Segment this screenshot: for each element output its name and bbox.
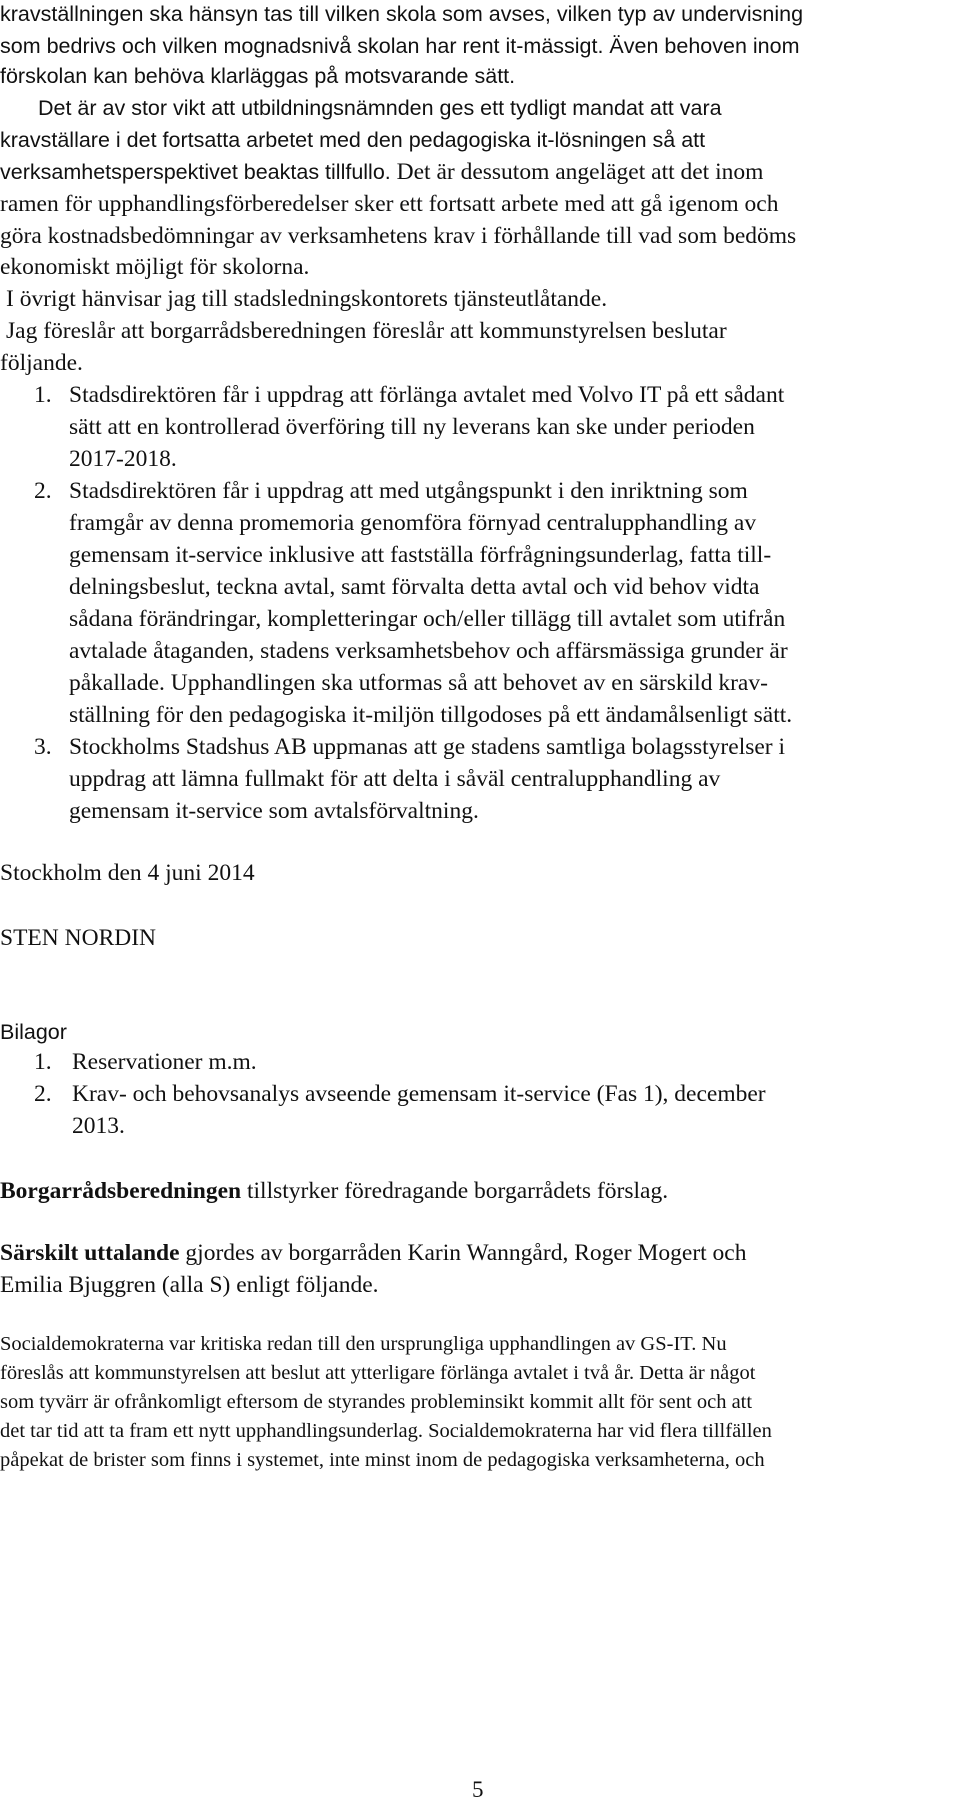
statement-line: som tyvärr är ofrånkomligt eftersom de styrandes probleminsikt kommit allt för sent och att bbox=[0, 1391, 753, 1413]
body-line: Jag föreslår att borgarrådsberedningen föreslår att kommunstyrelsen beslutar bbox=[6, 318, 727, 344]
proposal-line: påkallade. Upphandlingen ska utformas så att behovet av en särskild krav- bbox=[69, 670, 768, 696]
place-date: Stockholm den 4 juni 2014 bbox=[0, 860, 255, 886]
attachment-line: Reservationer m.m. bbox=[72, 1049, 257, 1075]
committee-line bbox=[0, 1180, 668, 1204]
proposal-line: avtalade åtaganden, stadens verksamhetsbehov och affärsmässiga grunder är bbox=[69, 638, 788, 664]
proposal-line: sätt att en kontrollerad överföring till ny leverans kan ske under perioden bbox=[69, 414, 755, 440]
statement-line: Socialdemokraterna var kritiska redan till den ursprungliga upphandlingen av GS-IT. Nu bbox=[0, 1333, 727, 1355]
committee-rest: tillstyrker föredragande borgarrådets förslag. bbox=[241, 1178, 669, 1204]
proposal-line: uppdrag att lämna fullmakt för att delta i såväl centralupphandling av bbox=[69, 766, 721, 792]
proposal-line: Stadsdirektören får i uppdrag att med utgångspunkt i den inriktning som bbox=[69, 478, 748, 504]
body-line: ramen för upphandlingsförberedelser sker ett fortsatt arbete med att gå igenom och bbox=[0, 191, 779, 217]
attachments-heading: Bilagor bbox=[0, 1020, 67, 1044]
intro-line: som bedrivs och vilken mognadsnivå skolan har rent it-mässigt. Även behoven inom bbox=[0, 34, 800, 58]
proposal-line: ställning för den pedagogiska it-miljön tillgodoses på ett ändamålsenligt sätt. bbox=[69, 702, 793, 728]
proposal-line: sådana förändringar, kompletteringar och/eller tillägg till avtalet som utifrån bbox=[69, 606, 786, 632]
special-statement-line: Emilia Bjuggren (alla S) enligt följande. bbox=[0, 1272, 379, 1298]
intro-line: kravställningen ska hänsyn tas till vilken skola som avses, vilken typ av undervisning bbox=[0, 2, 804, 26]
proposal-line: gemensam it-service inklusive att fastställa förfrågningsunderlag, fatta till- bbox=[69, 542, 772, 568]
special-statement-rest: gjordes av borgarråden Karin Wanngård, Roger Mogert och bbox=[179, 1240, 747, 1266]
committee-bold: Borgarrådsberedningen bbox=[0, 1178, 242, 1204]
proposal-number: 3. bbox=[34, 734, 52, 760]
proposal-line: Stockholms Stadshus AB uppmanas att ge stadens samtliga bolagsstyrelser i bbox=[69, 734, 786, 760]
proposal-line: 2017-2018. bbox=[69, 446, 177, 472]
statement-line: påpekat de brister som finns i systemet, inte minst inom de pedagogiska verksamheterna, och bbox=[0, 1449, 765, 1471]
proposal-number: 1. bbox=[34, 382, 52, 408]
statement-line: det tar tid att ta fram ett nytt upphandlingsunderlag. Socialdemokraterna har vid flera tillfällen bbox=[0, 1420, 772, 1442]
attachment-line: 2013. bbox=[72, 1113, 125, 1139]
proposal-number: 2. bbox=[34, 478, 52, 504]
body-line: göra kostnadsbedömningar av verksamhetens krav i förhållande till vad som bedöms bbox=[0, 223, 797, 249]
special-statement-line bbox=[0, 1242, 746, 1266]
attachment-line: Krav- och behovsanalys avseende gemensam it-service (Fas 1), december bbox=[72, 1081, 766, 1107]
body-line: följande. bbox=[0, 350, 83, 376]
proposal-line: Stadsdirektören får i uppdrag att förlänga avtalet med Volvo IT på ett sådant bbox=[69, 382, 785, 408]
proposal-line: framgår av denna promemoria genomföra förnyad centralupphandling av bbox=[69, 510, 757, 536]
body-line: ekonomiskt möjligt för skolorna. bbox=[0, 254, 310, 280]
proposal-line: delningsbeslut, teckna avtal, samt förvalta detta avtal och vid behov vidta bbox=[69, 574, 760, 600]
proposal-line: gemensam it-service som avtalsförvaltning. bbox=[69, 798, 479, 824]
statement-line: föreslås att kommunstyrelsen att beslut att ytterligare förlänga avtalet i två år. Detta är något bbox=[0, 1362, 756, 1384]
body-line: I övrigt hänvisar jag till stadsledningskontorets tjänsteutlåtande. bbox=[6, 286, 608, 312]
signatory-name: STEN NORDIN bbox=[0, 925, 157, 951]
attachment-number: 1. bbox=[34, 1049, 52, 1075]
attachment-number: 2. bbox=[34, 1081, 52, 1107]
page-number: 5 bbox=[472, 1777, 484, 1802]
mixed-line bbox=[0, 161, 763, 185]
intro-line: kravställare i det fortsatta arbetet med den pedagogiska it-lösningen så att bbox=[0, 128, 706, 152]
intro-line: förskolan kan behöva klarläggas på motsvarande sätt. bbox=[0, 64, 516, 88]
mixed-line-sans: verksamhetsperspektivet beaktas tillfullo. bbox=[0, 160, 391, 184]
intro-line: Det är av stor vikt att utbildningsnämnden ges ett tydligt mandat att vara bbox=[38, 96, 722, 120]
special-statement-bold: Särskilt uttalande bbox=[0, 1240, 180, 1266]
mixed-line-serif: Det är dessutom angeläget att det inom bbox=[390, 159, 764, 185]
